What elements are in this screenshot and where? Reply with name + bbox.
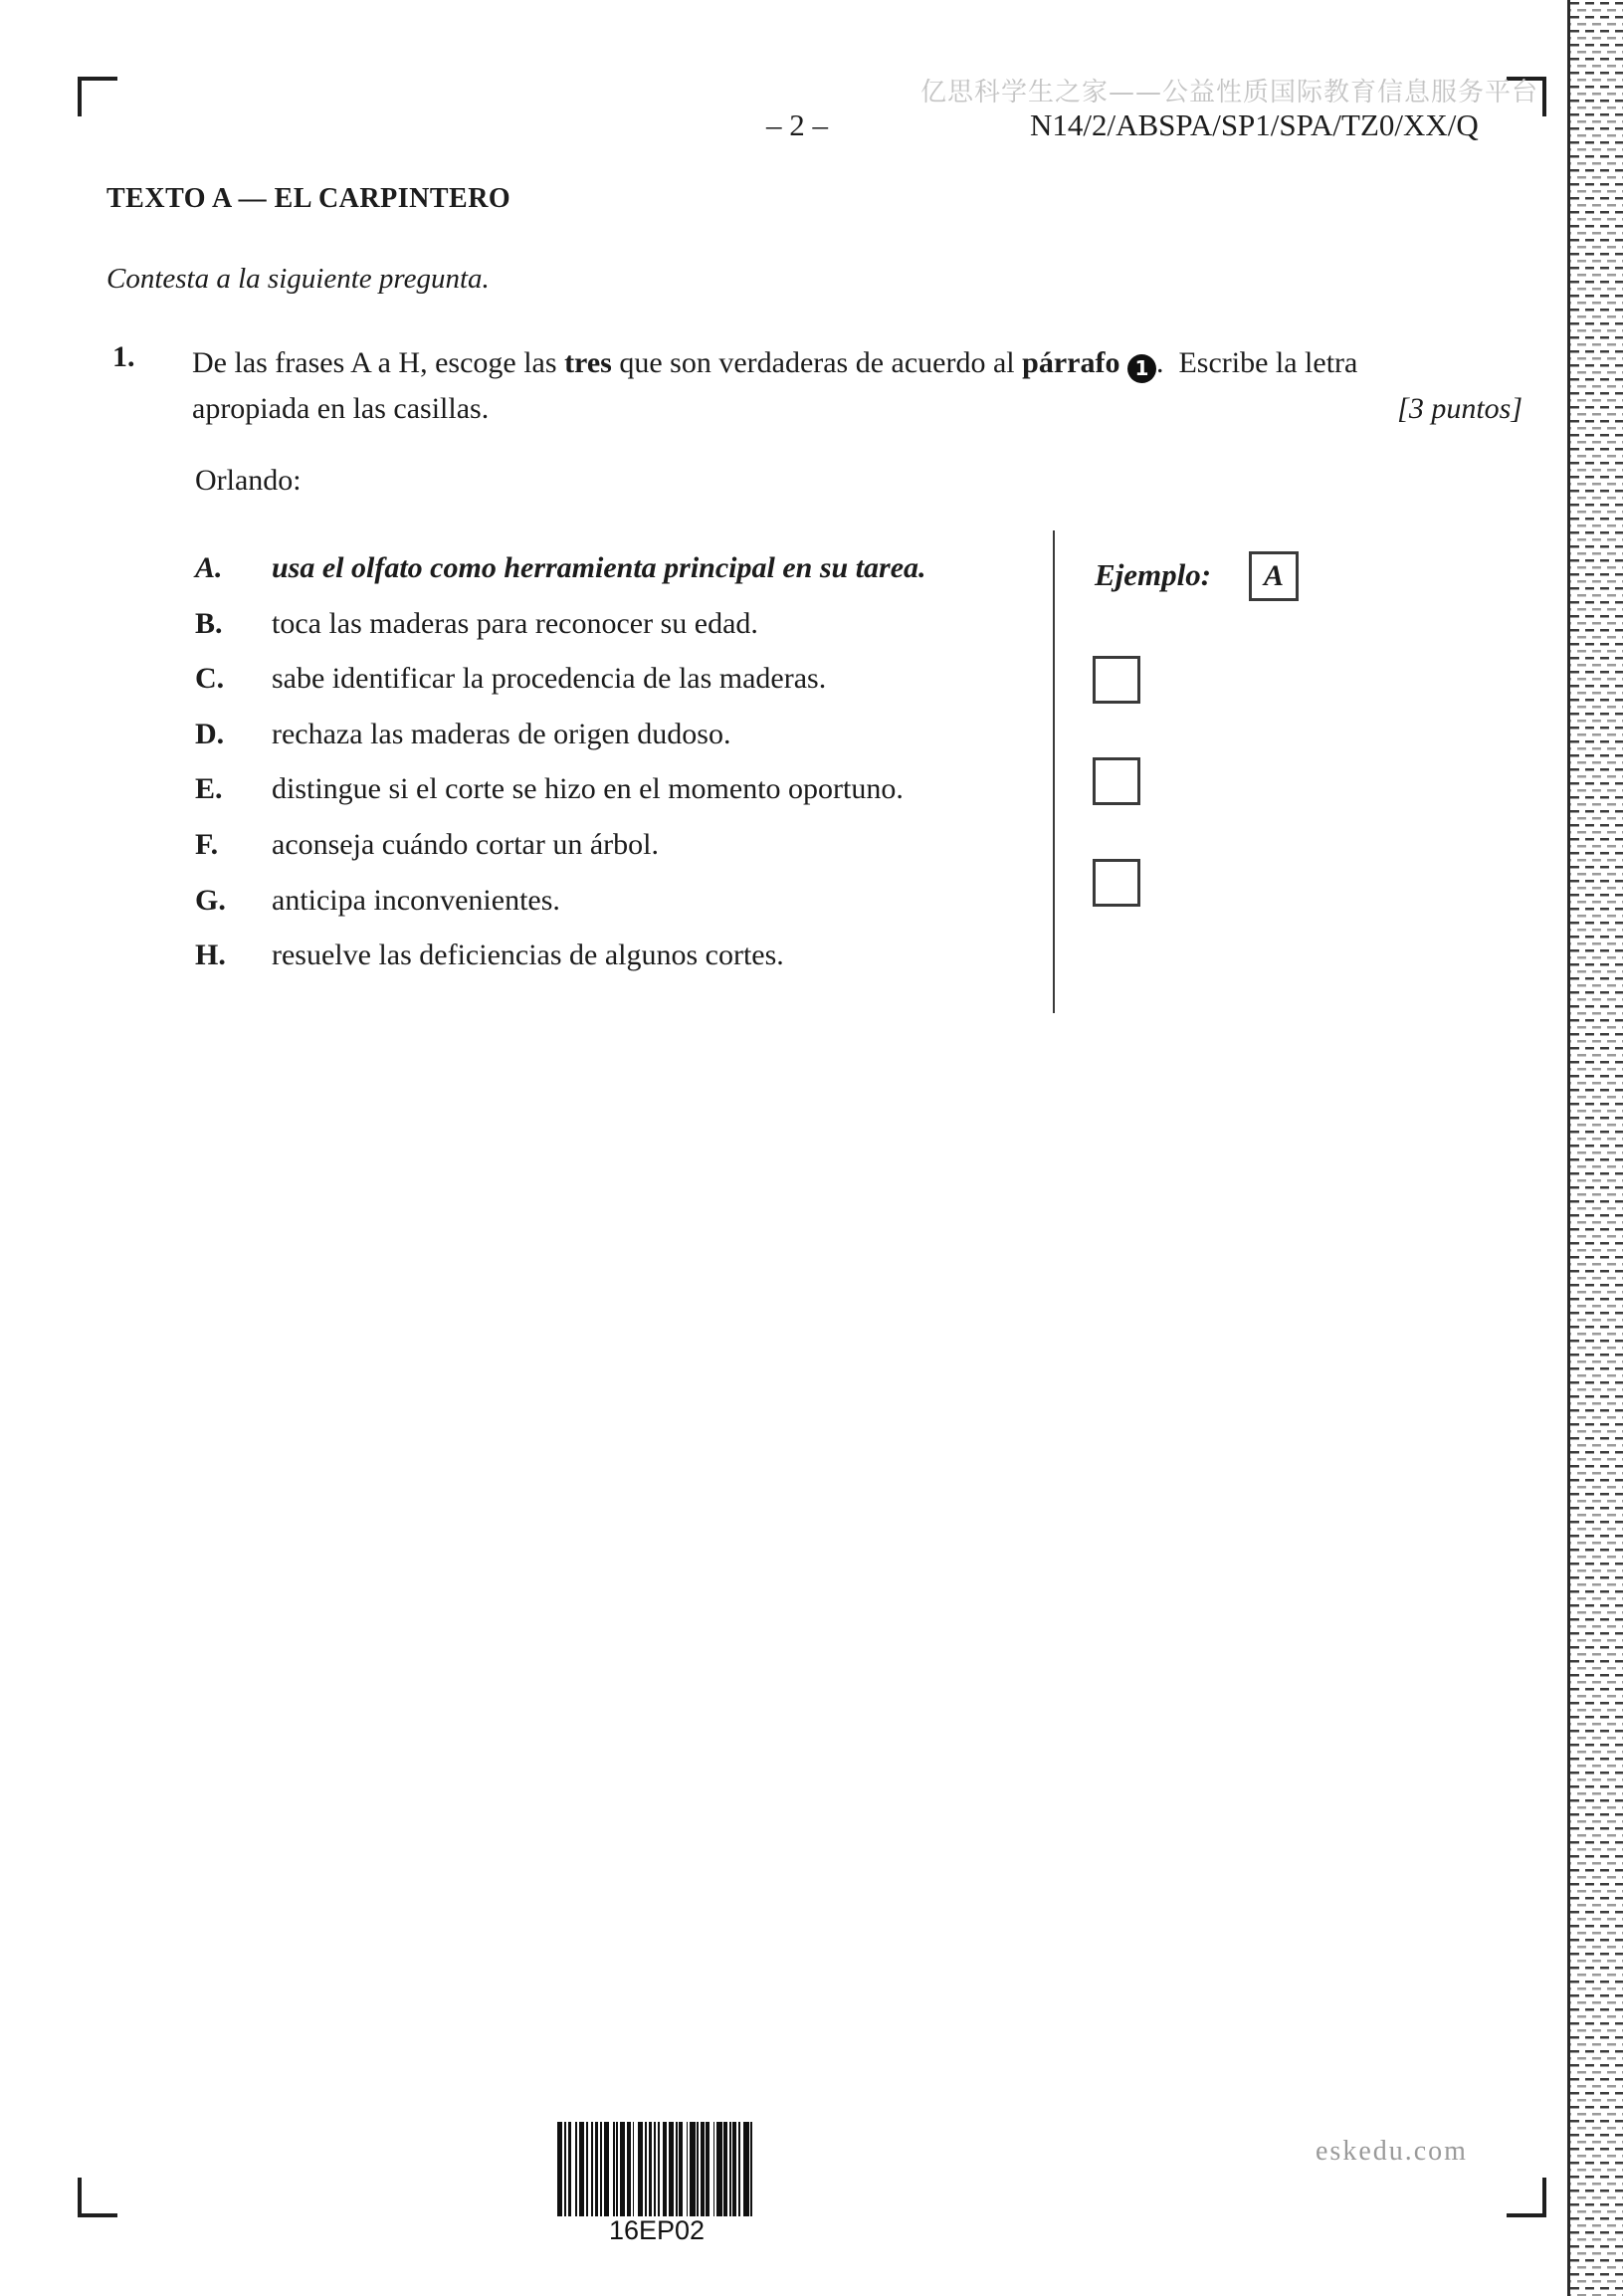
option-g <box>195 884 1041 939</box>
barcode-bar <box>613 2122 615 2216</box>
barcode-bar <box>732 2122 736 2216</box>
barcode-bar <box>729 2122 731 2216</box>
section-instruction: Contesta a la siguiente pregunta. <box>106 263 490 295</box>
barcode-bar <box>595 2122 599 2216</box>
option-d-text: rechaza las maderas de origen dudoso. <box>272 717 731 750</box>
chinese-watermark: 亿思科学生之家——公益性质国际教育信息服务平台 <box>920 78 1539 107</box>
barcode-bar <box>557 2122 562 2216</box>
options-list <box>195 551 1041 994</box>
barcode-bar <box>591 2122 593 2216</box>
crop-mark-top-left <box>78 77 117 116</box>
barcode-bar <box>645 2122 647 2216</box>
example-label: Ejemplo: <box>1095 557 1212 592</box>
barcode-bar <box>568 2122 572 2216</box>
answer-panel-divider <box>1053 530 1055 1013</box>
barcode-bar <box>743 2122 748 2216</box>
option-c <box>195 662 1041 718</box>
question-subject: Orlando: <box>195 464 302 497</box>
scan-edge-pattern <box>1567 0 1623 2296</box>
barcode-bar <box>579 2122 584 2216</box>
barcode-bar <box>676 2122 678 2216</box>
barcode-bar <box>633 2122 635 2216</box>
option-g-text: anticipa inconvenientes. <box>272 883 560 917</box>
page-number: – 2 – <box>766 107 828 142</box>
barcode-bar <box>586 2122 588 2216</box>
barcode-bar <box>654 2122 656 2216</box>
barcode-bar <box>575 2122 577 2216</box>
answer-box-2[interactable] <box>1093 757 1140 805</box>
paragraph-1-badge-icon: 1 <box>1127 354 1156 383</box>
barcode-bar <box>604 2122 609 2216</box>
barcode-bar <box>706 2122 710 2216</box>
option-d-letter: D. <box>195 717 225 750</box>
barcode-bar <box>697 2122 699 2216</box>
question-body <box>192 340 1522 432</box>
option-a-letter: A. <box>195 551 223 584</box>
option-g-letter: G. <box>195 883 226 917</box>
section-title: TEXTO A — EL CARPINTERO <box>106 183 511 214</box>
barcode-bar <box>627 2122 631 2216</box>
option-h-letter: H. <box>195 939 226 972</box>
crop-mark-bottom-right <box>1507 2178 1546 2217</box>
option-b-text: toca las maderas para reconocer su edad. <box>272 606 758 640</box>
barcode-bar <box>600 2122 602 2216</box>
question-line2: [3 puntos] apropiada en las casillas. <box>192 386 1522 432</box>
barcode-bar <box>738 2122 740 2216</box>
barcode-bar <box>701 2122 705 2216</box>
option-f <box>195 828 1041 884</box>
barcode <box>557 2122 756 2216</box>
option-c-letter: C. <box>195 662 225 696</box>
option-h-text: resuelve las deficiencias de algunos cortes. <box>272 939 784 972</box>
barcode-label: 16EP02 <box>608 2215 706 2245</box>
option-f-letter: F. <box>195 827 219 861</box>
question-line1: De las frases A a H, escoge las tres que son verdaderas de acuerdo al párrafo 1 . Escribe la letra <box>192 340 1522 386</box>
option-e-text: distingue si el corte se hizo en el momento oportuno. <box>272 772 904 806</box>
barcode-bar <box>616 2122 618 2216</box>
option-b <box>195 607 1041 663</box>
barcode-bar <box>687 2122 689 2216</box>
option-d <box>195 718 1041 773</box>
question-number: 1. <box>112 340 135 373</box>
barcode-bar <box>716 2122 721 2216</box>
barcode-bar <box>649 2122 653 2216</box>
barcode-bar <box>713 2122 715 2216</box>
option-f-text: aconseja cuándo cortar un árbol. <box>272 827 659 861</box>
barcode-bar <box>690 2122 695 2216</box>
option-e <box>195 772 1041 828</box>
barcode-bar <box>564 2122 566 2216</box>
option-e-letter: E. <box>195 772 223 806</box>
exam-code: N14/2/ABSPA/SP1/SPA/TZ0/XX/Q <box>1030 107 1479 142</box>
barcode-bar <box>658 2122 660 2216</box>
barcode-bar <box>679 2122 683 2216</box>
barcode-bar <box>620 2122 625 2216</box>
option-b-letter: B. <box>195 606 223 640</box>
answer-box-3[interactable] <box>1093 859 1140 907</box>
barcode-bar <box>669 2122 674 2216</box>
option-h <box>195 939 1041 994</box>
example-answer-box: A <box>1249 551 1299 601</box>
answer-box-1[interactable] <box>1093 656 1140 704</box>
option-a-text: usa el olfato como herramienta principal en su tarea. <box>272 551 926 584</box>
barcode-bar <box>750 2122 752 2216</box>
option-a <box>195 551 1041 607</box>
barcode-bar <box>663 2122 667 2216</box>
crop-mark-bottom-left <box>78 2178 117 2217</box>
option-c-text: sabe identificar la procedencia de las maderas. <box>272 662 827 696</box>
barcode-bar <box>723 2122 727 2216</box>
barcode-bar <box>638 2122 643 2216</box>
footer-watermark: eskedu.com <box>1316 2136 1468 2167</box>
points-label: [3 puntos] <box>1397 392 1522 425</box>
